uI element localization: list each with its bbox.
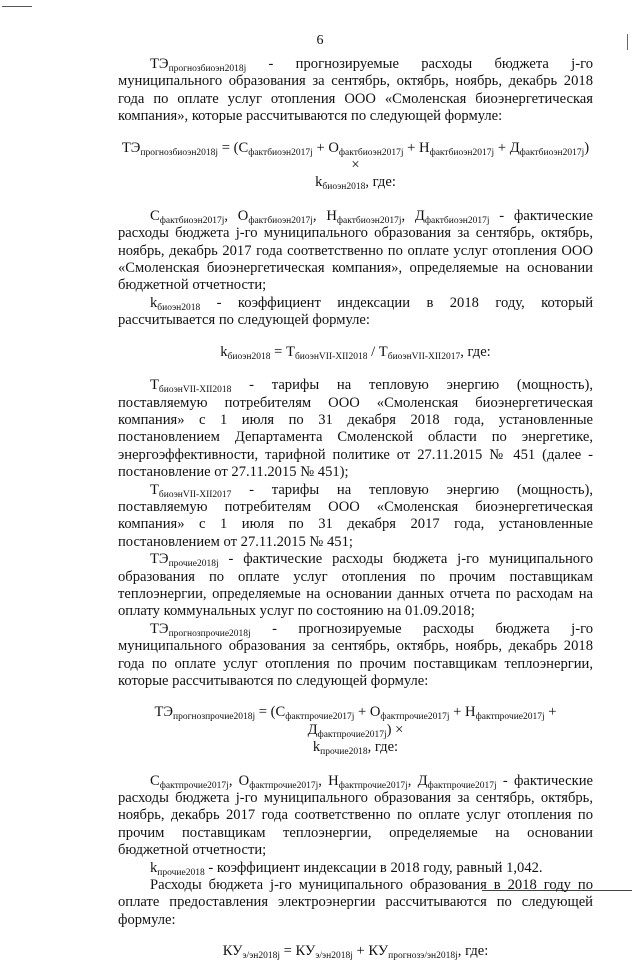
paragraph-actual-bioenergy: $С_{фактбиоэн2017j}$, $О_{фактбиоэн2017j}$, $Н_{фактбиоэн2017j}$, $Д_{фактбиоэн2017j}$ - фактические расходы бюджета j-го муниципального образования за сентябрь, октябрь, ноябрь, декабрь 2017 года соответственно по оплате услуг отопления ООО «Смоленская биоэнергетическая компания», определяемые на основании бюджетной отчетности; bbox=[118, 207, 593, 294]
formula-forecast-bioenergy: $ТЭ_{прогнозбиоэн2018j} = (С_{фактбиоэн2017j} + О_{фактбиоэн2017j} + Н_{фактбиоэн2017j} + Д_{фактбиоэн2017j})$ × $k_{биоэн2018}$, где: bbox=[121, 139, 590, 193]
paragraph-index-bioenergy: $k_{биоэн2018}$ - коэффициент индексации в 2018 году, который рассчитывается по следующей формуле: bbox=[118, 294, 593, 329]
formula-electricity: $КУ_{э/эн2018j} = КУ_{э/эн2018j} + КУ_{прогнозэ/эн2018j}$, где: bbox=[222, 943, 489, 962]
paragraph-forecast-other: $ТЭ_{прогнозпрочие2018j}$ - прогнозируемые расходы бюджета j-го муниципального образования за сентябрь, октябрь, ноябрь, декабрь 2018 года по оплате услуг отопления по прочим поставщикам теплоэнергии, которые рассчитываются по следующей формуле: bbox=[118, 620, 593, 689]
document-body bbox=[118, 56, 593, 977]
paragraph-tariff-2017: $Т_{биоэнVII-XII2017}$ - тарифы на тепловую энергию (мощность), поставляемую потребителям ООО «Смоленская биоэнергетическая компания» с 1 июля по 31 декабря 2017 года, установленные постановлением от 27.11.2015 № 451; bbox=[118, 481, 593, 550]
formula-index-bioenergy: $k_{биоэн2018} = Т_{биоэнVII-XII2018} / Т_{биоэнVII-XII2017}$, где: bbox=[220, 343, 491, 362]
paragraph-electricity: Расходы бюджета j-го муниципального образования в 2018 году по оплате предоставления электроэнергии рассчитываются по следующей формуле: bbox=[118, 877, 593, 928]
scan-mark-top-left bbox=[2, 6, 32, 7]
paragraph-index-other: $k_{прочие2018}$ - коэффициент индексации в 2018 году, равный 1,042. bbox=[150, 859, 543, 878]
paragraph-tariff-2018: $Т_{биоэнVII-XII2018}$ - тарифы на тепловую энергию (мощность), поставляемую потребителям ООО «Смоленская биоэнергетическая компания» с 1 июля по 31 декабря 2018 года, установленные постановлением Департамента Смоленской области по энергетике, энергоэффективности, тарифной политике от 27.11.2015 № 451 (далее - постановление от 27.11.2015 № 451); bbox=[118, 377, 593, 481]
page-number: 6 bbox=[316, 33, 324, 48]
paragraph-actual-other-2017: $С_{фактпрочие2017j}$, $О_{фактпрочие2017j}$, $Н_{фактпрочие2017j}$, $Д_{фактпрочие2017j}$ - фактические расходы бюджета j-го муниципального образования за сентябрь, октябрь, ноябрь, декабрь 2017 года соответственно по оплате услуг отопления по прочим поставщикам теплоэнергии, определяемые на основании бюджетной отчетности; bbox=[118, 772, 593, 859]
paragraph-actual-other: $ТЭ_{прочие2018j}$ - фактические расходы бюджета j-го муниципального образования по оплате услуг отопления по прочим поставщикам теплоэнергии, определяемые на основании данных отчета по расходам на оплату коммунальных услуг по состоянию на 01.09.2018; bbox=[118, 551, 593, 620]
paragraph-forecast-bioenergy: $ТЭ_{прогнозбиоэн2018j}$ - прогнозируемые расходы бюджета j-го муниципального образования за сентябрь, октябрь, ноябрь, декабрь 2018 года по оплате услуг отопления ООО «Смоленская биоэнергетическая компания», которые рассчитываются по следующей формуле: bbox=[118, 56, 593, 125]
formula-forecast-other: $ТЭ_{прогнозпрочие2018j} = (С_{фактпрочие2017j} + О_{фактпрочие2017j} + Н_{фактпрочие2017j} + Д_{фактпрочие2017j})$ × $k_{прочие2018}$, где: bbox=[154, 704, 557, 758]
